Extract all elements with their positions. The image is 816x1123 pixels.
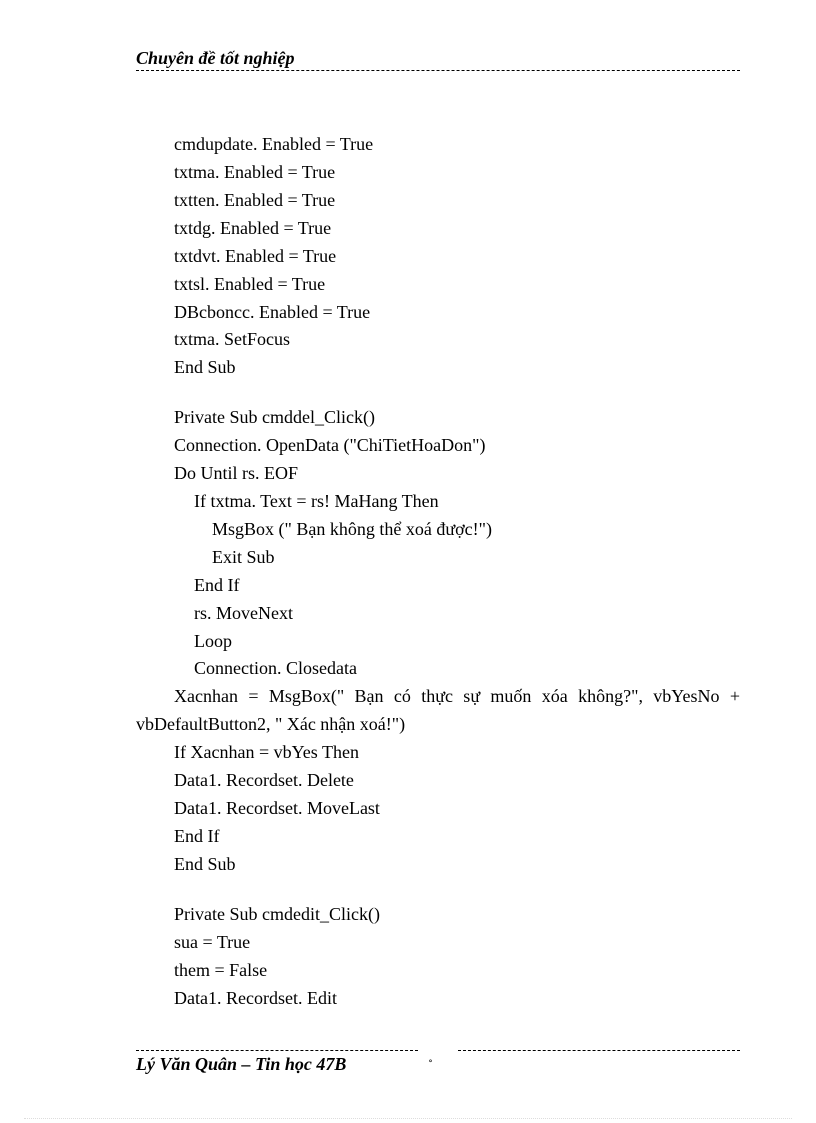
code-line: Data1. Recordset. MoveLast [174, 798, 380, 818]
code-line: them = False [174, 960, 268, 980]
code-line: Private Sub cmddel_Click() [174, 407, 375, 427]
page-bottom-edge [24, 1118, 792, 1119]
code-line: End If [174, 826, 220, 846]
code-line: Private Sub cmdedit_Click() [174, 904, 380, 924]
code-line: rs. MoveNext [194, 603, 293, 623]
code-line: sua = True [174, 932, 251, 952]
code-line: txtdvt. Enabled = True [174, 246, 337, 266]
code-line: txtdg. Enabled = True [174, 218, 332, 238]
footer-mark: ˚ [428, 1060, 433, 1071]
code-line: txtsl. Enabled = True [174, 274, 326, 294]
header-rule [136, 70, 740, 71]
footer-rule-right [458, 1050, 740, 1051]
code-line: If txtma. Text = rs! MaHang Then [194, 491, 439, 511]
footer-author: Lý Văn Quân – Tin học 47B [136, 1054, 347, 1074]
code-line: End Sub [174, 854, 236, 874]
code-line: End Sub [174, 357, 236, 377]
code-line: Data1. Recordset. Delete [174, 770, 354, 790]
code-line: End If [194, 575, 240, 595]
code-line: Xacnhan = MsgBox(" Bạn có thực sự muốn xóa không?", vbYesNo + [174, 686, 740, 706]
page-header-title: Chuyên đề tốt nghiệp [136, 48, 295, 68]
code-line: cmdupdate. Enabled = True [174, 134, 374, 154]
code-line: txtten. Enabled = True [174, 190, 336, 210]
code-line: txtma. Enabled = True [174, 162, 336, 182]
code-line: Loop [194, 631, 232, 651]
code-line: DBcboncc. Enabled = True [174, 302, 371, 322]
code-line: txtma. SetFocus [174, 329, 290, 349]
footer-rule-left [136, 1050, 418, 1051]
code-line: Exit Sub [212, 547, 275, 567]
code-line: Do Until rs. EOF [174, 463, 299, 483]
code-line: vbDefaultButton2, " Xác nhận xoá!") [136, 714, 406, 734]
code-line: If Xacnhan = vbYes Then [174, 742, 359, 762]
code-line: Connection. Closedata [194, 658, 357, 678]
code-line: Data1. Recordset. Edit [174, 988, 337, 1008]
code-line: MsgBox (" Bạn không thể xoá được!") [212, 519, 492, 539]
code-line: Connection. OpenData ("ChiTietHoaDon") [174, 435, 486, 455]
